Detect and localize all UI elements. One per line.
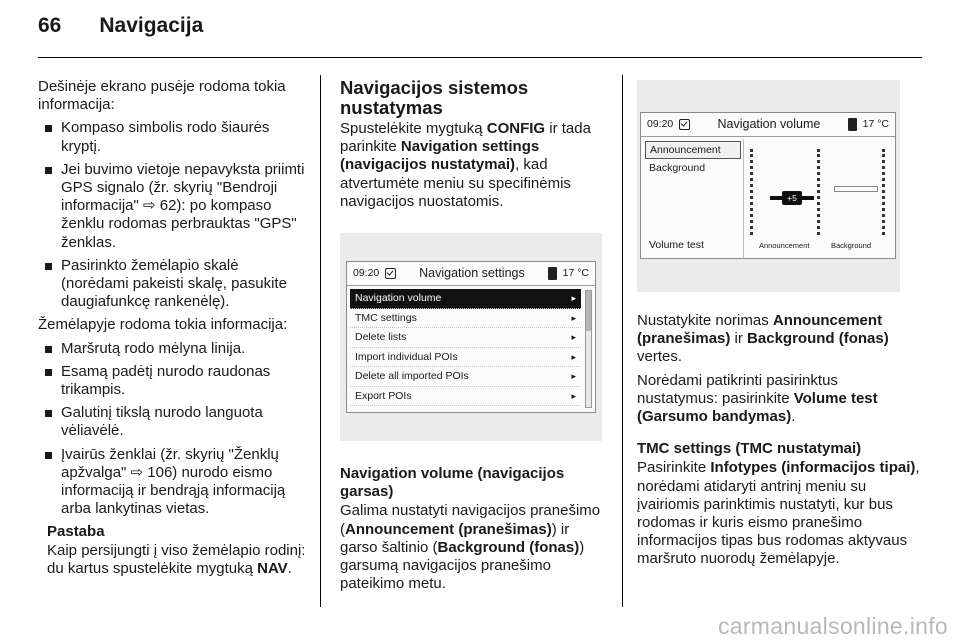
tmc-settings-paragraph: Pasirinkite Infotypes (informacijos tipai), norėdami atidaryti antrinį meniu su įvairiomis parinktimis nustatyti, kur bus rodomas ir kuris eismo pranešimo informacijos tipas bus rodomas aktyvaus maršruto nuorodų žemėlapyje.: [637, 459, 920, 568]
page-header: [38, 14, 203, 38]
navigation-volume-paragraph: Galima nustatyti navigacijos pranešimo (Announcement (pranešimas)) ir garso šaltinio (Background (fonas)) garsumą navigacijos pranešimo pateikimo metu.: [340, 502, 601, 593]
announcement-slider[interactable]: [770, 191, 814, 205]
note-text: Kaip persijungti į viso žemėlapio rodinį: du kartus spustelėkite mygtuką NAV.: [47, 541, 306, 577]
menu-item-announcement[interactable]: Announcement: [645, 141, 741, 159]
phone-icon: [548, 267, 557, 280]
navigation-volume-title: Navigation volume (navigacijos garsas): [340, 465, 565, 501]
bullet-list-2: [38, 340, 310, 519]
list-item: Jei buvimo vietoje nepavyksta priimti GPS signalo (žr. skyrių "Bendroji informacija" ⇨ 62): po kompaso ženklu rodomas perbrauktas "GPS" ženklas.: [38, 161, 310, 252]
page-number: 66: [38, 14, 62, 37]
chevron-right-icon: ▸: [571, 293, 576, 304]
watermark: carmanualsonline.info: [717, 613, 948, 639]
chevron-right-icon: ▸: [571, 371, 576, 382]
list-item: Galutinį tikslą nurodo languota vėliavėlė.: [38, 404, 310, 440]
volume-menu: [645, 141, 741, 177]
list-item: Esamą padėtį nurodo raudonas trikampis.: [38, 363, 310, 399]
check-icon: [385, 268, 396, 279]
note-block: [38, 523, 310, 578]
slider-value[interactable]: +5: [782, 191, 802, 205]
menu-item-delete-imported-pois[interactable]: Delete all imported POIs ▸: [350, 367, 581, 387]
menu-item-export-pois[interactable]: Export POIs ▸: [350, 387, 581, 407]
header-rule: [38, 57, 922, 58]
divider: [743, 139, 744, 258]
bullet-list-1: [38, 119, 310, 311]
chevron-right-icon: ▸: [571, 332, 576, 343]
chapter-title: Navigacija: [99, 14, 204, 37]
set-values-paragraph: Nustatykite norimas Announcement (pranešimas) ir Background (fonas) vertes.: [637, 312, 889, 366]
menu-item-background[interactable]: Background: [649, 161, 706, 174]
section-title: Navigacijos sistemos nustatymas: [340, 77, 529, 118]
list-item: Įvairūs ženklai (žr. skyrių "Ženklų apžvalga" ⇨ 106) nurodo eismo informaciją ir bendrąją informaciją arba lankytinas vietas.: [38, 446, 310, 519]
column-divider-1: [320, 75, 321, 607]
background-slider[interactable]: [834, 186, 878, 192]
intro-paragraph-2: Žemėlapyje rodoma tokia informacija:: [38, 316, 288, 334]
menu-item-import-pois[interactable]: Import individual POIs ▸: [350, 348, 581, 368]
chevron-right-icon: ▸: [571, 390, 576, 401]
display-screen: [346, 261, 596, 413]
menu-item-delete-lists[interactable]: Delete lists ▸: [350, 328, 581, 348]
list-item: Kompaso simbolis rodo šiaurės kryptį.: [38, 119, 310, 155]
volume-test-paragraph: Norėdami patikrinti pasirinktus nustatymus: pasirinkite Volume test (Garsumo bandymas).: [637, 371, 878, 426]
menu-item-navigation-volume[interactable]: Navigation volume ▸: [350, 289, 581, 309]
volume-test-button[interactable]: Volume test: [649, 238, 704, 251]
clock-time: 09:20: [353, 267, 380, 280]
column-3: [637, 78, 922, 574]
tmc-settings-title: TMC settings (TMC nustatymai): [637, 440, 862, 458]
config-paragraph: Spustelėkite mygtuką CONFIG ir tada parinkite Navigation settings (navigacijos nustatymai), kad atvertumėte meniu su specifinėmis navigacijos nuostatomis.: [340, 120, 591, 210]
scrollbar-thumb[interactable]: [586, 291, 591, 331]
column-divider-2: [622, 75, 623, 607]
dotted-scale: [750, 149, 753, 235]
dotted-scale: [882, 149, 885, 235]
status-bar: [641, 113, 895, 137]
navigation-settings-screenshot: [340, 233, 602, 441]
status-bar: [347, 262, 595, 286]
background-label: Background: [831, 240, 872, 250]
chevron-right-icon: ▸: [571, 312, 576, 323]
note-title: Pastaba: [47, 523, 105, 541]
column-2: [340, 78, 608, 598]
chevron-right-icon: ▸: [571, 351, 576, 362]
list-item: Pasirinkto žemėlapio skalė (norėdami pakeisti skalę, pasukite daugiafunkcę rankenėlę).: [38, 257, 310, 312]
menu-item-tmc-settings[interactable]: TMC settings ▸: [350, 309, 581, 329]
clock-time: 09:20: [647, 118, 674, 131]
announcement-label: Announcement: [759, 240, 810, 250]
settings-menu: [350, 289, 581, 406]
column-1: [38, 78, 310, 578]
temperature: 17 °C: [562, 267, 589, 280]
screen-title: Navigation volume: [717, 117, 821, 132]
navigation-volume-screenshot: [637, 80, 900, 292]
temperature: 17 °C: [862, 118, 889, 131]
scrollbar[interactable]: [585, 290, 592, 408]
check-icon: [679, 119, 690, 130]
display-screen: [640, 112, 896, 259]
dotted-scale: [817, 149, 820, 235]
screen-title: Navigation settings: [419, 266, 525, 281]
phone-icon: [848, 118, 857, 131]
intro-paragraph: Dešinėje ekrano pusėje rodoma tokia informacija:: [38, 78, 286, 114]
list-item: Maršrutą rodo mėlyna linija.: [38, 340, 310, 358]
